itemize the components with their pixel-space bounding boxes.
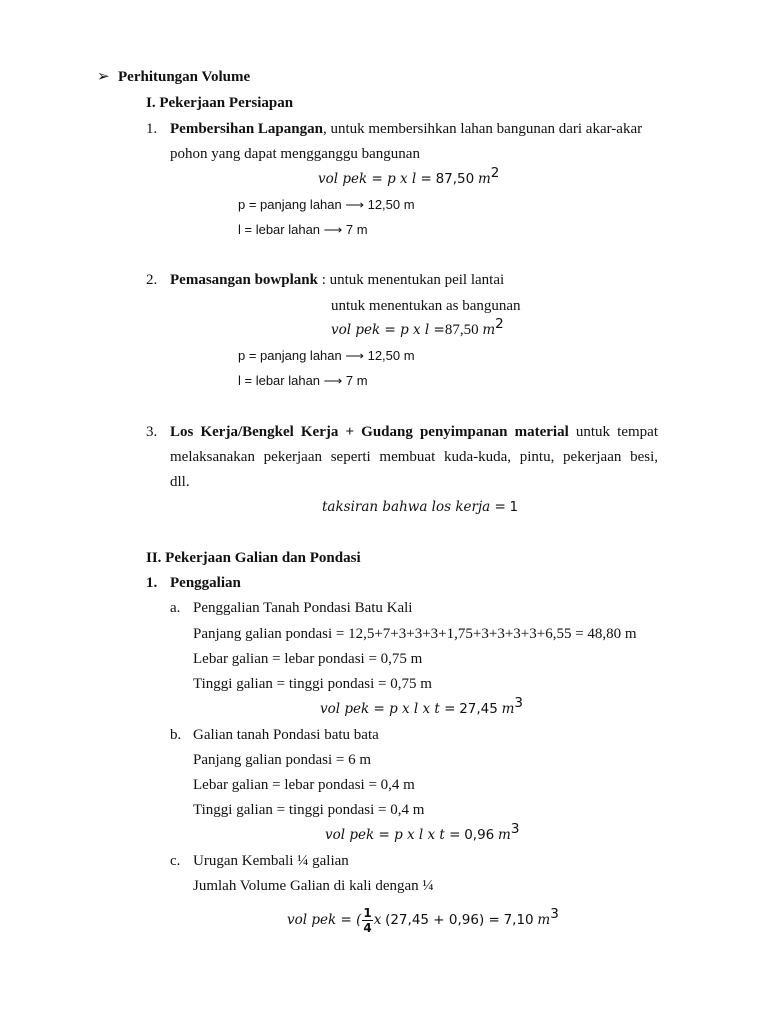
c-formula: [287, 902, 559, 938]
b-line2: Lebar galian = lebar pondasi = 0,4 m: [193, 777, 415, 793]
item1-title: Pembersihan Lapangan: [170, 121, 323, 137]
heading-bullet-icon: ➢: [97, 69, 110, 85]
item3-formula-value: 1: [509, 499, 519, 515]
sub1-number: 1.: [146, 575, 158, 591]
b-line1: Panjang galian pondasi = 6 m: [193, 752, 372, 768]
item2-p-def: p = panjang lahan ⟶ 12,50 m: [238, 348, 415, 363]
c-formula-lhs: vol pek = (: [287, 912, 362, 928]
c-fraction: [362, 906, 372, 935]
section1-title: I. Pekerjaan Persiapan: [146, 95, 294, 111]
a-line1: Panjang galian pondasi = 12,5+7+3+3+3+1,75+3+3+3+3+6,55 = 48,80 m: [193, 626, 637, 642]
a-formula: [320, 695, 524, 718]
c-line1: Jumlah Volume Galian di kali dengan ¼: [193, 878, 434, 894]
item2-title: Pemasangan bowplank: [170, 272, 318, 288]
item2-text: [170, 271, 504, 289]
c-fraction-denominator: 4: [363, 921, 372, 936]
b-formula-unit: m: [498, 827, 511, 843]
c-title: Urugan Kembali ¼ galian: [193, 853, 349, 869]
a-formula-unit: m: [501, 701, 515, 717]
item2-l-def: l = lebar lahan ⟶ 7 m: [238, 373, 368, 388]
item2-formula: [331, 316, 504, 339]
c-formula-exp: 3: [550, 906, 559, 922]
c-formula-x: x: [373, 912, 382, 928]
item2-number: 2.: [146, 272, 158, 288]
item1-formula-value: 87,50: [435, 171, 475, 187]
a-line3: Tinggi galian = tinggi pondasi = 0,75 m: [193, 676, 432, 692]
item1-formula-expr: vol pek = p x l =: [318, 171, 432, 187]
b-label: b.: [170, 727, 182, 743]
item3-formula: [322, 498, 518, 516]
b-title: Galian tanah Pondasi batu bata: [193, 727, 379, 743]
section2-title: II. Pekerjaan Galian dan Pondasi: [146, 550, 361, 566]
item3-line3: dll.: [170, 474, 190, 490]
c-fraction-numerator: 1: [363, 906, 372, 921]
heading-title: Perhitungan Volume: [118, 69, 251, 85]
a-formula-exp: 3: [514, 695, 524, 711]
b-line3: Tinggi galian = tinggi pondasi = 0,4 m: [193, 802, 425, 818]
item1-number: 1.: [146, 121, 158, 137]
a-line2: Lebar galian = lebar pondasi = 0,75 m: [193, 651, 423, 667]
b-formula-value: 0,96: [464, 827, 495, 843]
c-label: c.: [170, 853, 181, 869]
item1-text-rest: , untuk membersihkan lahan bangunan dari akar-akar: [322, 121, 643, 137]
item2-formula-expr: vol pek = p x l =: [331, 322, 445, 338]
c-formula-rest: (27,45 + 0,96) =: [385, 912, 500, 928]
item2-formula-unit: m: [482, 322, 496, 338]
b-formula: [325, 821, 520, 844]
item2-text-rest: : untuk menentukan peil lantai: [317, 272, 505, 288]
a-formula-expr: vol pek = p x l x t =: [320, 701, 456, 717]
a-formula-value: 27,45: [459, 701, 498, 717]
item1-text: [170, 120, 642, 138]
item1-line2: pohon yang dapat mengganggu bangunan: [170, 146, 420, 162]
item3-title: Los Kerja/Bengkel Kerja + Gudang penyimpanan material: [170, 424, 569, 440]
item2-formula-value: 87,50: [444, 322, 479, 338]
sub1-title: Penggalian: [170, 575, 241, 591]
item1-formula: [318, 165, 500, 188]
item1-p-def: p = panjang lahan ⟶ 12,50 m: [238, 197, 415, 212]
a-label: a.: [170, 600, 181, 616]
c-formula-unit: m: [537, 912, 551, 928]
b-formula-exp: 3: [510, 821, 520, 837]
c-formula-value: 7,10: [503, 912, 534, 928]
item1-l-def: l = lebar lahan ⟶ 7 m: [238, 222, 368, 237]
item3-text-rest: untuk tempat: [568, 424, 658, 440]
b-formula-expr: vol pek = p x l x t =: [325, 827, 461, 843]
a-title: Penggalian Tanah Pondasi Batu Kali: [193, 600, 413, 616]
item3-line2: melaksanakan pekerjaan seperti membuat kuda-kuda, pintu, pekerjaan besi,: [170, 449, 658, 465]
item3-text: [170, 423, 658, 441]
item3-formula-expr: taksiran bahwa los kerja =: [322, 499, 506, 515]
item2-line2: untuk menentukan as bangunan: [331, 298, 521, 314]
item3-number: 3.: [146, 424, 158, 440]
item1-formula-unit: m: [477, 171, 491, 187]
item1-formula-exp: 2: [490, 165, 500, 181]
item2-formula-exp: 2: [495, 316, 504, 332]
